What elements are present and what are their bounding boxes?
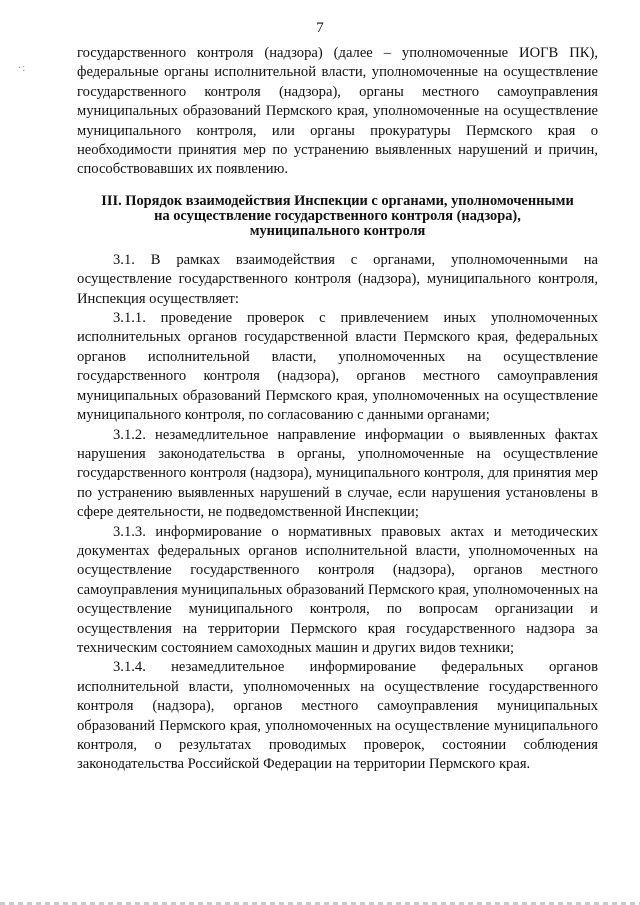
paragraph-3-1-3: 3.1.3. информирование о нормативных правовых актах и методических документах федеральных органов исполнительной власти, уполномоченных на осуществление государственного контроля (надзора), органов местного самоуправления муниципальных образований Пермского края, уполномоченных на осуществление муниципального контроля, по вопросам организации и осуществления на территории Пермского края государственного надзора за техническим состоянием самоходных машин и других видов техники; (77, 523, 598, 656)
section-heading-line-3: муниципального контроля (249, 222, 426, 239)
paragraph-3-1-1: 3.1.1. проведение проверок с привлечением иных уполномоченных исполнительных органов государственной власти Пермского края, федеральных органов исполнительной власти, уполномоченных на осуществление государственного контроля (надзора), органов местного самоуправления муниципальных образований Пермского края, уполномоченных на осуществление муниципального контроля, по согласованию с данными органами; (77, 310, 598, 424)
section-heading (77, 194, 598, 239)
paragraph-3-1-2: 3.1.2. незамедлительное направление информации о выявленных фактах нарушения законодательства в органы, уполномоченные на осуществление государственного контроля (надзора), муниципального контроля, для принятия мер по устранению выявленных нарушений в случае, если нарушения установлены в сфере деятельности, не подведомственной Инспекции; (77, 426, 598, 521)
section-heading-line-2: на осуществление государственного контроля (надзора), (154, 207, 521, 224)
section-heading-line-1: III. Порядок взаимодействия Инспекции с органами, уполномоченными (101, 192, 574, 209)
scan-mark: ·: (18, 63, 27, 74)
intro-paragraph: государственного контроля (надзора) (далее – уполномоченные ИОГВ ПК), федеральные органы исполнительной власти, уполномоченные на осуществление государственного контроля (надзора), органы местного самоуправления муниципальных образований Пермского края, уполномоченные на осуществление муниципального контроля, или органы прокуратуры Пермского края о необходимости принятия мер по устранению выявленных нарушений и причин, способствовавших их появлению. (77, 45, 598, 178)
paragraph-3-1-4: 3.1.4. незамедлительное информирование федеральных органов исполнительной власти, уполномоченных на осуществление государственного контроля (надзора), органов местного самоуправления муниципальных образований Пермского края, уполномоченных на осуществление муниципального контроля, о результатах проводимых проверок, состоянии соблюдения законодательства Российской Федерации на территории Пермского края. (77, 659, 598, 773)
document-body (77, 44, 598, 775)
paragraph-3-1: 3.1. В рамках взаимодействия с органами, уполномоченными на осуществление государственного контроля (надзора), муниципального контроля, Инспекция осуществляет: (77, 251, 598, 307)
page-number: 7 (316, 20, 324, 36)
